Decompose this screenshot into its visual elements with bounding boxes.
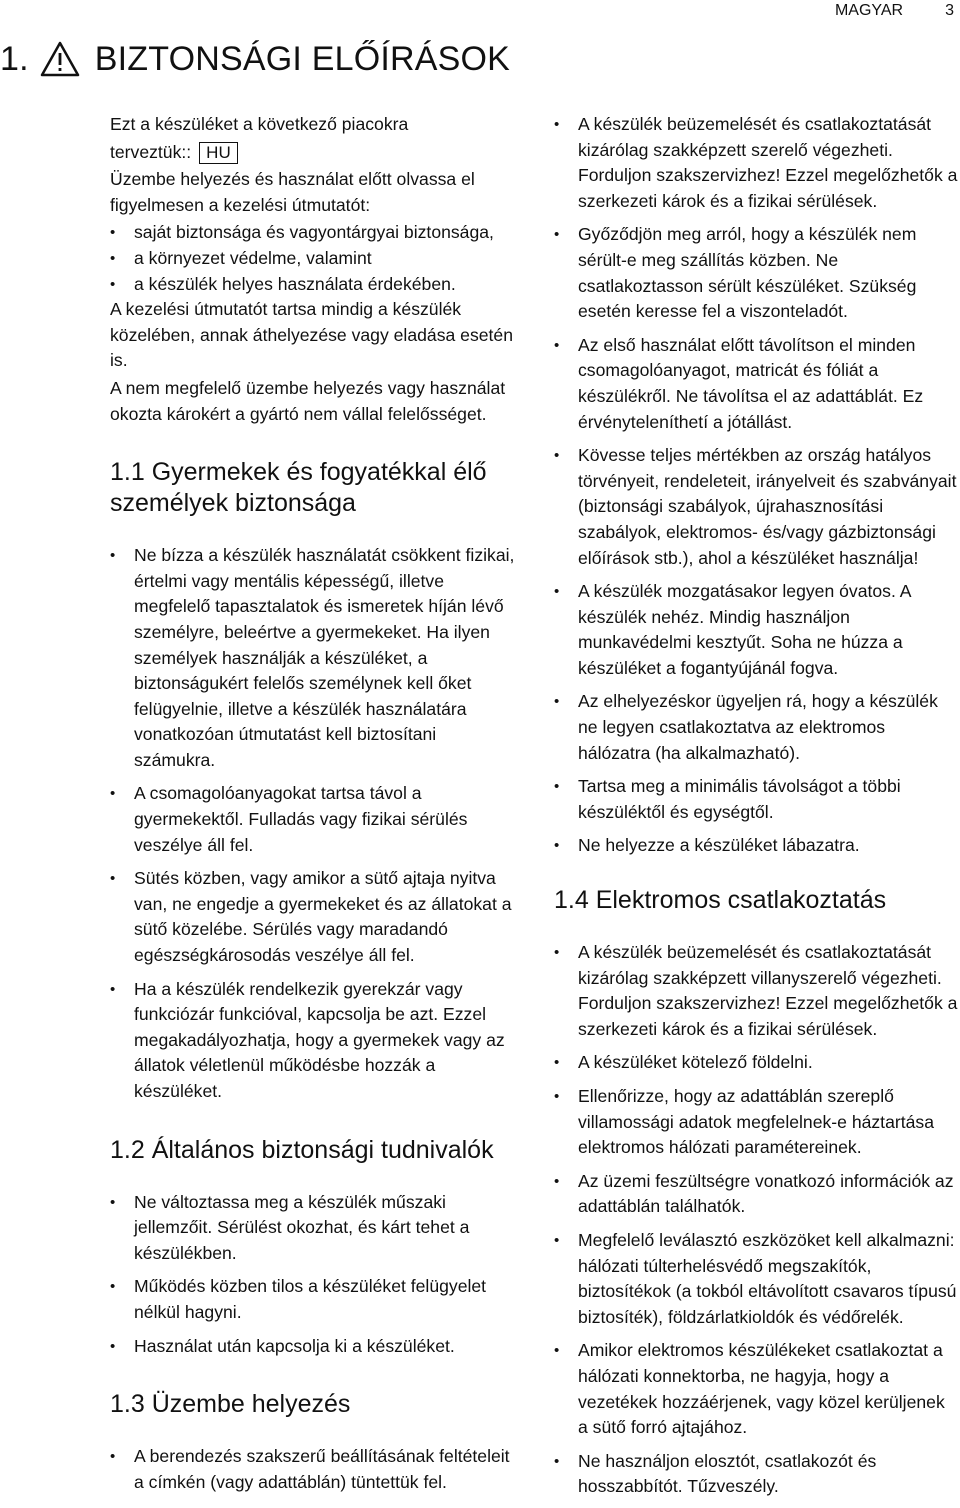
section-heading: 1.1 Gyermekek és fogyatékkal élő személyek biztonsága bbox=[110, 458, 487, 518]
list-item: • A csomagolóanyagokat tartsa távol a gyermekektől. Fulladás vagy fizikai sérülés veszélye áll fel. bbox=[110, 781, 520, 858]
list-item: • saját biztonsága és vagyontárgyai biztonsága, bbox=[110, 220, 520, 246]
list-item: • Az első használat előtt távolítson el minden csomagolóanyagot, matricát és fóliát a készülékről. Ne távolítsa el az adattáblát. Ez érvényteleníthetí a jótállást. bbox=[554, 333, 959, 435]
list-item: • A készülék beüzemelését és csatlakoztatását kizárólag szakképzett villanyszerelő végezheti. Forduljon szakszervizhez! Ezzel megelőzhetők a szerkezeti károk és a fizikai sérülések. bbox=[554, 940, 959, 1042]
list-item: • Ne helyezze a készüléket lábazatra. bbox=[554, 833, 959, 859]
language-label: MAGYAR bbox=[834, 2, 904, 19]
list-item: • a környezet védelme, valamint bbox=[110, 246, 520, 272]
list-item: • Sütés közben, vagy amikor a sütő ajtaja nyitva van, ne engedje a gyermekeket és az állatokat a sütő közelébe. Sérülés vagy maradandó egészségkárosodás veszélye áll fel. bbox=[110, 866, 520, 968]
intro-paragraph: A kezelési útmutatót tartsa mindig a készülék közelében, annak áthelyezése vagy eladása esetén is. bbox=[110, 299, 513, 371]
list-item: • Tartsa meg a minimális távolságot a többi készüléktől és egységtől. bbox=[554, 774, 959, 825]
page-number: 3 bbox=[945, 2, 954, 19]
intro-line-2 bbox=[110, 140, 520, 166]
intro-line-1: Ezt a készüléket a következő piacokra bbox=[110, 114, 409, 134]
list-item: • Az üzemi feszültségre vonatkozó információk az adattáblán találhatók. bbox=[554, 1169, 959, 1220]
right-column bbox=[554, 112, 959, 1508]
list-item: • A berendezés szakszerű beállításának feltételeit a címkén (vagy adattáblán) tüntettük fel. bbox=[110, 1444, 520, 1495]
section-heading: 1.2 Általános biztonsági tudnivalók bbox=[110, 1135, 494, 1164]
section-list bbox=[554, 112, 959, 859]
left-column bbox=[110, 112, 520, 1503]
intro-paragraph: A nem megfelelő üzembe helyezés vagy használat okozta károkért a gyártó nem vállal felelősséget. bbox=[110, 377, 506, 424]
intro-list bbox=[110, 220, 520, 297]
list-item: • A készülék mozgatásakor legyen óvatos. A készülék nehéz. Mindig használjon munkavédelmi kesztyűt. Soha ne húzza a készüléket a fogantyújánál fogva. bbox=[554, 579, 959, 681]
list-item: • Amikor elektromos készülékeket csatlakoztat a hálózati konnektorba, ne hagyja, hogy a vezetékek hozzáérjenek, vagy közel kerüljenek a sütő forró ajtajához. bbox=[554, 1338, 959, 1440]
section-list bbox=[554, 940, 959, 1500]
page-header bbox=[835, 2, 954, 20]
list-item: • A készüléket kötelező földelni. bbox=[554, 1050, 959, 1076]
title-text: BIZTONSÁGI ELŐÍRÁSOK bbox=[94, 39, 511, 78]
warning-triangle-icon bbox=[39, 40, 81, 78]
list-item: • Ne változtassa meg a készülék műszaki jellemzőit. Sérülést okozhat, és kárt tehet a készülékben. bbox=[110, 1190, 520, 1267]
list-item: • Az elhelyezéskor ügyeljen rá, hogy a készülék ne legyen csatlakoztatva az elektromos hálózatra (ha alkalmazható). bbox=[554, 689, 959, 766]
page-title bbox=[0, 34, 510, 84]
list-item: • Ne bízza a készülék használatát csökkent fizikai, értelmi vagy mentális képességű, illetve megfelelő tapasztalatok és ismeretek híján lévő személyre, beleértve a gyermekeket. Ha ilyen személyek használják a készüléket, a biztonságukért felelős személynek kell őket felügyelnie, illetve a készülék használatára vonatkozóan útmutatást kell biztosítani számukra. bbox=[110, 543, 520, 773]
section-list bbox=[110, 1190, 520, 1360]
title-number: 1. bbox=[0, 39, 29, 78]
list-item: • Kövesse teljes mértékben az ország hatályos törvényeit, rendeleteit, irányelveit és szabványait (biztonsági szabályok, újrahasznosítási szabályok, elektromos- és/vagy gázbiztonsági előírások stb.), ahol a készüléket használja! bbox=[554, 443, 959, 571]
market-code-box: HU bbox=[199, 142, 238, 164]
section-list bbox=[110, 543, 520, 1104]
list-item: • Megfelelő leválasztó eszközöket kell alkalmazni: hálózati túlterhelésvédő megszakítók, biztosítékok (a tokból eltávolított csavaros típusú biztosíték), földzárlatkioldók és védőrelék. bbox=[554, 1228, 959, 1330]
list-item: • Ne használjon elosztót, csatlakozót és hosszabbítót. Tűzveszély. bbox=[554, 1449, 959, 1500]
intro-line-3: Üzembe helyezés és használat előtt olvassa el figyelmesen a kezelési útmutatót: bbox=[110, 169, 475, 215]
list-item: • Működés közben tilos a készüléket felügyelet nélkül hagyni. bbox=[110, 1274, 520, 1325]
list-item: • Ellenőrizze, hogy az adattáblán szereplő villamossági adatok megfelelnek-e háztartása elektromos hálózati paramétereinek. bbox=[554, 1084, 959, 1161]
list-item: • Ha a készülék rendelkezik gyerekzár vagy funkciózár funkcióval, kapcsolja be azt. Ezzel megakadályozhatja, hogy a gyermekek vagy az állatok véletlenül működésbe hozzák a készüléket. bbox=[110, 977, 520, 1105]
list-item: • a készülék helyes használata érdekében. bbox=[110, 272, 520, 298]
intro-markets-label: terveztük:: bbox=[110, 141, 192, 162]
list-item: • A készülék beüzemelését és csatlakoztatását kizárólag szakképzett szerelő végezheti. Forduljon szakszervizhez! Ezzel megelőzhetők a szerkezeti károk és a fizikai sérülések. bbox=[554, 112, 959, 214]
section-list bbox=[110, 1444, 520, 1495]
list-item: • Használat után kapcsolja ki a készüléket. bbox=[110, 1334, 520, 1360]
section-heading: 1.4 Elektromos csatlakoztatás bbox=[554, 886, 887, 915]
section-heading: 1.3 Üzembe helyezés bbox=[110, 1390, 351, 1419]
list-item: • Győződjön meg arról, hogy a készülék nem sérült-e meg szállítás közben. Ne csatlakoztasson sérült készüléket. Szükség esetén keresse fel a viszonteladót. bbox=[554, 222, 959, 324]
